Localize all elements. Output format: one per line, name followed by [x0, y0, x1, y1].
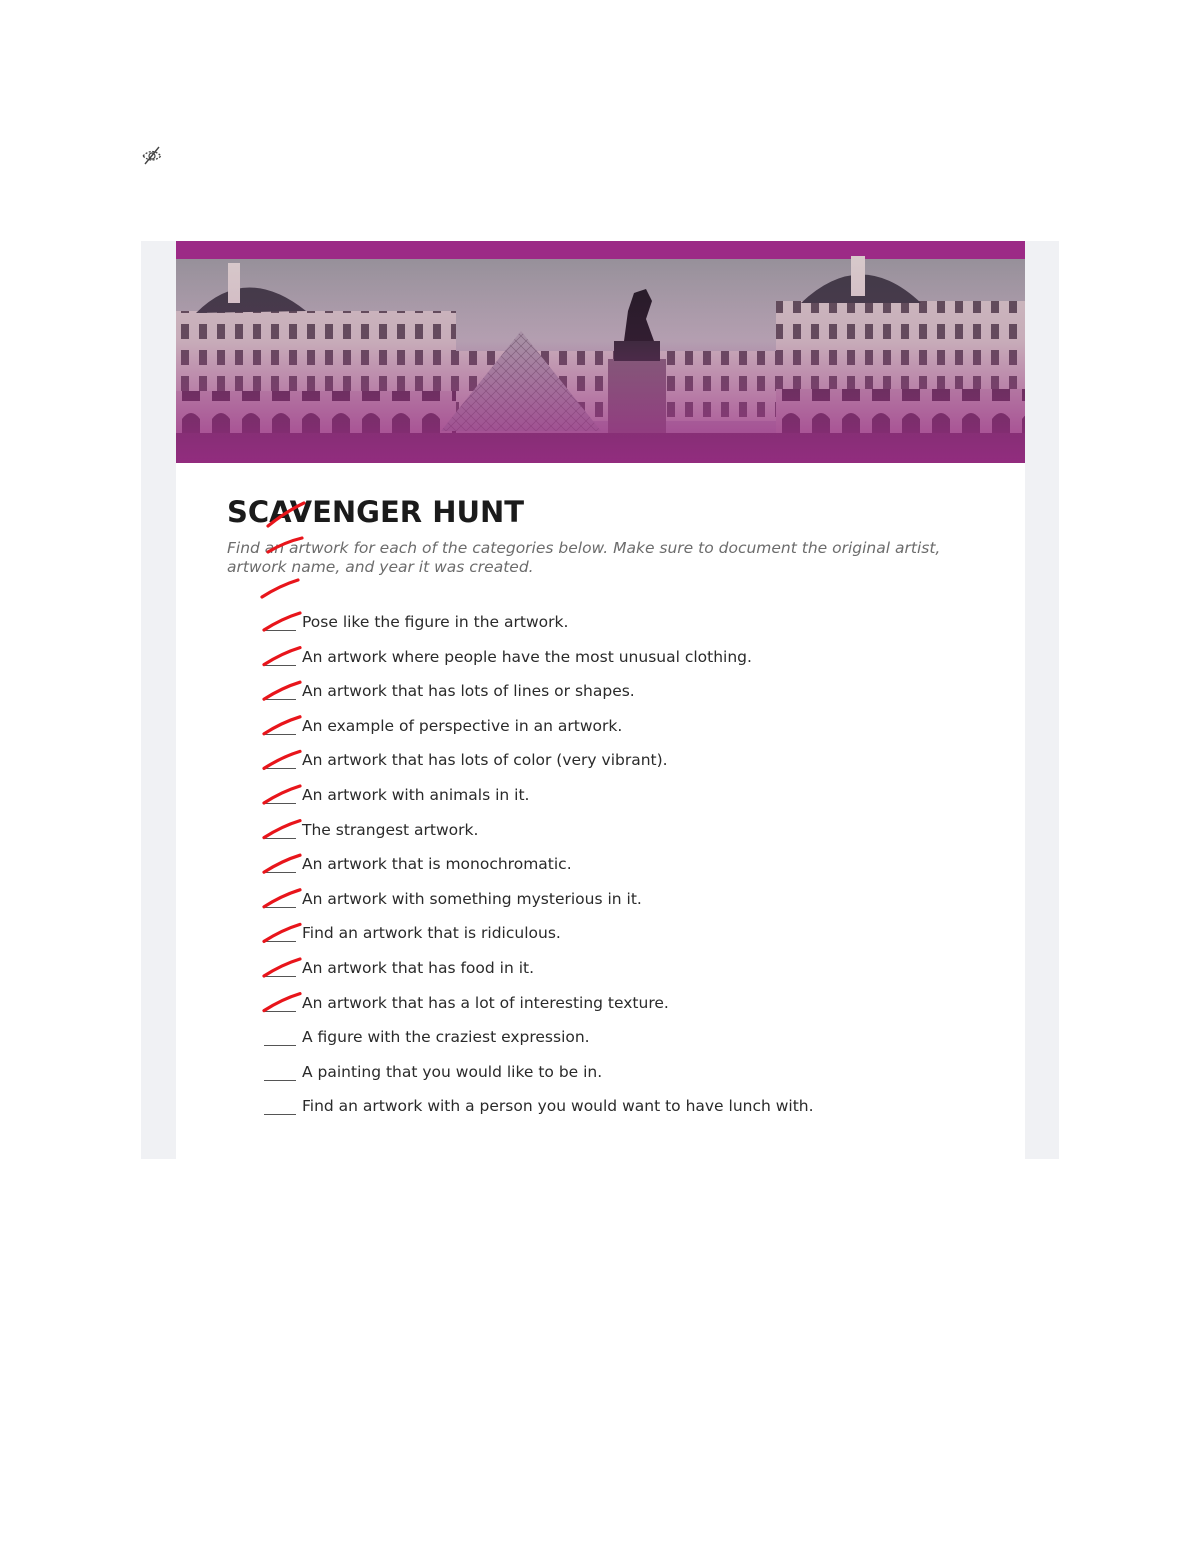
- checklist-item-text: An artwork that is monochromatic.: [302, 855, 572, 874]
- answer-blank: [264, 838, 296, 839]
- checklist-item-text: An artwork that has food in it.: [302, 959, 535, 977]
- checklist-item: [264, 1098, 964, 1128]
- answer-blank: [264, 907, 296, 908]
- answer-blank: [264, 630, 296, 631]
- checklist-item: [264, 856, 964, 886]
- checklist-item-text: An artwork where people have the most unusual clothing.: [302, 647, 752, 666]
- answer-blank: [264, 1045, 296, 1046]
- checklist-item-text: An example of perspective in an artwork.: [302, 716, 623, 735]
- page-title: SCAVENGER HUNT: [227, 495, 525, 529]
- checklist-item-text: An artwork that has lots of lines or shapes.: [302, 682, 635, 701]
- checklist-item: [264, 683, 964, 713]
- checklist-item: [264, 925, 964, 955]
- answer-blank: [264, 1114, 296, 1115]
- answer-blank: [264, 803, 296, 804]
- checklist-item-text: Find an artwork with a person you would want to have lunch with.: [302, 1097, 814, 1116]
- answer-blank: [264, 665, 296, 666]
- checklist-item: [264, 787, 964, 817]
- instructions-line-1: Find an artwork for each of the categories below. Make sure to document the original artist,: [227, 539, 941, 557]
- checklist-item-text: Pose like the figure in the artwork.: [302, 613, 569, 631]
- checklist-item: [264, 718, 964, 748]
- checklist-item-text: An artwork with something mysterious in it.: [302, 889, 642, 908]
- checklist-item: [264, 995, 964, 1025]
- checklist-item-text: An artwork that has lots of color (very vibrant).: [302, 751, 668, 770]
- answer-blank: [264, 941, 296, 942]
- checklist-item-text: An artwork that has a lot of interesting texture.: [302, 993, 669, 1012]
- checklist-item-text: A painting that you would like to be in.: [302, 1062, 603, 1081]
- checklist-item: [264, 1029, 964, 1059]
- checklist-item: [264, 822, 964, 852]
- louvre-banner-image: [176, 241, 1025, 463]
- checklist-item-text: The strangest artwork.: [302, 820, 479, 839]
- checklist-item: [264, 960, 964, 990]
- checklist-item-text: A figure with the craziest expression.: [302, 1028, 590, 1047]
- worksheet-page: [176, 241, 1025, 1159]
- answer-blank: [264, 976, 296, 977]
- instructions-line-2: artwork name, and year it was created.: [227, 558, 534, 576]
- checklist-item-text: An artwork with animals in it.: [302, 786, 530, 804]
- checklist-item: [264, 752, 964, 782]
- stray-check-mark: [262, 580, 298, 597]
- answer-blank: [264, 699, 296, 700]
- answer-blank: [264, 1080, 296, 1081]
- instructions-text: [227, 539, 987, 577]
- answer-blank: [264, 1011, 296, 1012]
- answer-blank: [264, 768, 296, 769]
- checklist-item-text: Find an artwork that is ridiculous.: [302, 924, 561, 943]
- checklist-item: [264, 1064, 964, 1094]
- checklist-item: [264, 614, 964, 644]
- hidden-eye-icon: [140, 143, 164, 167]
- checklist-item: [264, 891, 964, 921]
- checklist-item: [264, 649, 964, 679]
- answer-blank: [264, 872, 296, 873]
- answer-blank: [264, 734, 296, 735]
